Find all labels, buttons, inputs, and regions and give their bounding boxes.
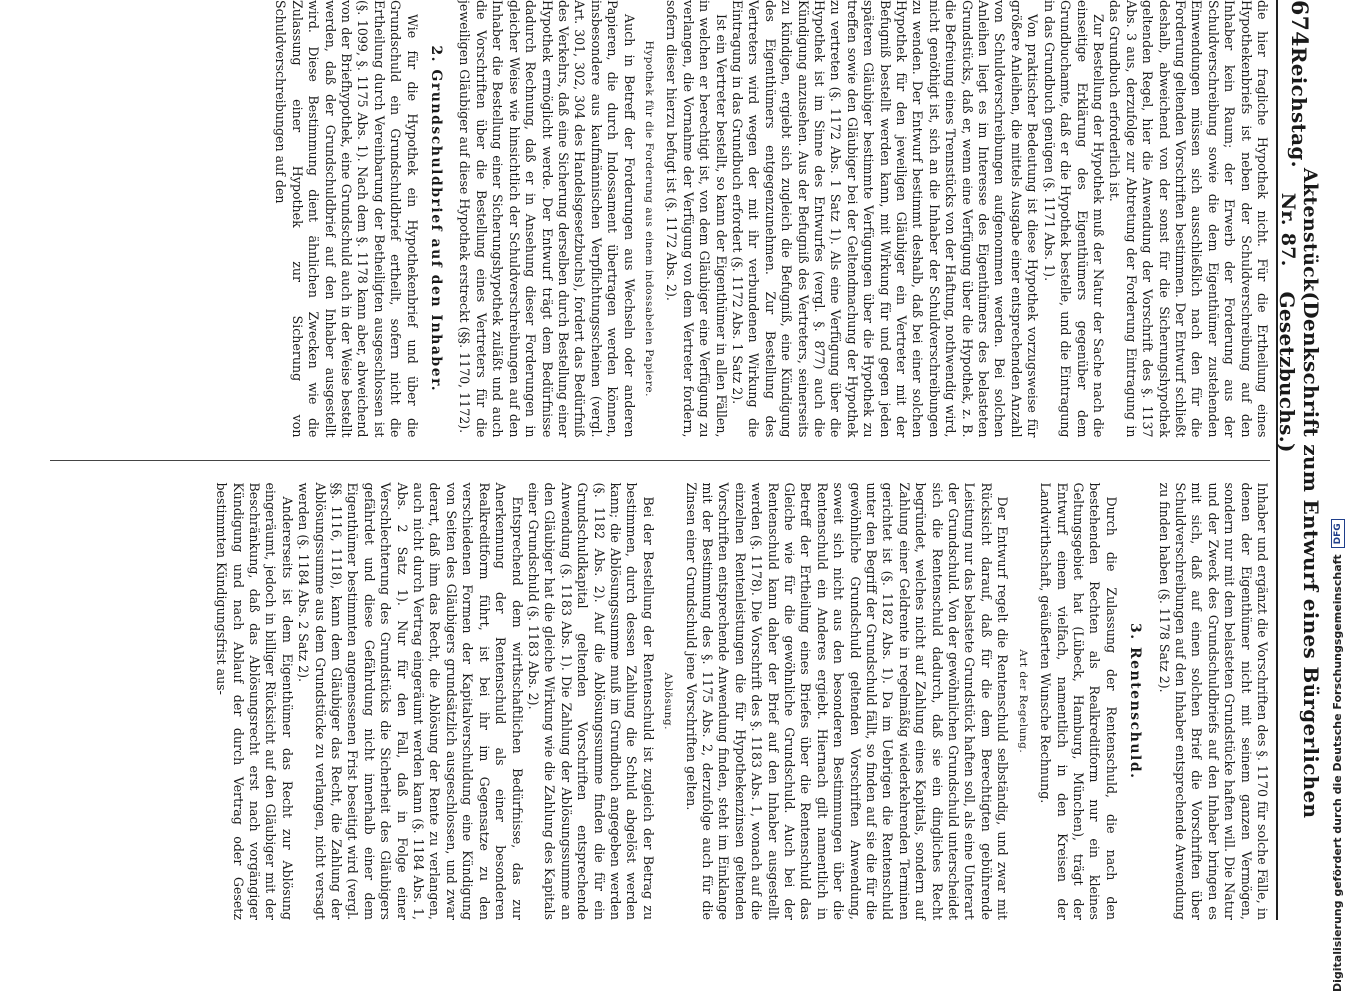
credit-text: Digitalisierung gefördert durch die Deutsche Forschungsgemeinschaft	[1331, 554, 1344, 992]
column-left	[50, 0, 1270, 438]
paragraph: Zur Bestellung der Hypothek muß der Natur der Sache nach die einseitige Erklärung des Eigenthümers gegenüber dem Grundbuchamte, daß er die Hypothek bestelle, und die Eintragung in das Grundbuch genügen (§. 1171 Abs. 1).	[1041, 0, 1106, 438]
paragraph: Von praktischer Bedeutung ist diese Hypothek vorzugsweise für größere Anleihen, die mittels Ausgabe einer entsprechenden Anzahl von Schuldverschreibungen aufgenommen werden. Bei solchen Anleihen liegt es im Interesse des Eigenthümers des belasteten Grundstücks, daß er, wenn eine Verfügung über die Hypothek, z. B. die Befreiung eines Trennstücks von der Haftung, nothwendig wird, nicht genöthigt ist, sich an die Inhaber der Schuldverschreibungen zu wenden. Der Entwurf bestimmt deshalb, daß bei einer solchen Hypothek für den jeweiligen Gläubiger ein Vertreter mit der Befugniß bestellt werden kann, mit Wirkung für und gegen jeden späteren Gläubiger bestimmte Verfügungen über die Hypothek zu treffen sowie den Gläubiger bei der Geltendmachung der Hypothek zu vertreten (§. 1172 Abs. 1 Satz 1). Als eine Verfügung über die Hypothek ist im Sinne des Entwurfes (vergl. §. 877) auch die Kündigung anzusehen. Aus der Befugniß des Vertreters, seinerseits zu kündigen, ergiebt sich zugleich die Befugniß, eine Kündigung des Eigenthümers entgegenzunehmen. Zur Bestellung des Vertreters wird wegen der mit ihr verbundenen Wirkung die Eintragung in das Grundbuch erfordert (§. 1172 Abs. 1 Satz 2).	[730, 0, 1041, 438]
rotated-page	[40, 0, 1323, 920]
paragraph: Inhaber und ergänzt die Vorschriften des §. 1170 für solche Fälle, in denen der Eigenthümer nicht mit seinem ganzen Vermögen, sondern nur mit dem belasteten Grundstücke haften will. Die Natur und der Zweck des Grundschuldbriefs auf den Inhaber bringen es mit sich, daß auf einen solchen Brief die Vorschriften über Schuldverschreibungen auf den Inhaber entsprechende Anwendung zu finden haben (§. 1178 Satz 2).	[1156, 482, 1270, 920]
column-divider	[50, 460, 1270, 461]
header-title: Aktenstück Nr. 87.	[1277, 167, 1321, 292]
paragraph: Durch die Zulassung der Rentenschuld, die nach den bestehenden Rechten als Realkreditform nur ein kleines Geltungsgebiet hat (Lübeck, Hamburg, München), trägt der Entwurf einem vielfach, namentlich in den Kreisen der Landwirthschaft, geäußerten Wunsche Rechnung.	[1038, 482, 1119, 920]
paragraph: die hier fragliche Hypothek nicht. Für die Ertheilung eines Hypothekenbriefs ist neben der Schuldverschreibung auf den Inhaber kein Raum; der Erwerb der Forderung aus der Schuldverschreibung sowie die dem Eigenthümer zustehenden Einwendungen müssen sich ausschließlich nach den für die Forderung geltenden Vorschriften bestimmen. Der Entwurf schließt deshalb, abweichend von der sonst für die Sicherungshypothek geltenden Regel, hier die Anwendung der Vorschrift des §. 1137 Abs. 3 aus, derzufolge zur Abtretung der Forderung Eintragung in das Grundbuch erforderlich ist.	[1107, 0, 1270, 438]
column-right	[50, 483, 1270, 921]
paragraph: Entsprechend dem wirthschaftlichen Bedürfnisse, das zur Anerkennung der Rentenschuld als einer besonderen Realkreditform führt, ist bei ihr im Gegensatze zu den verschiedenen Formen der Kapitalverschuldung eine Kündigung von Seiten des Gläubigers grundsätzlich ausgeschlossen, und zwar derart, daß ihm das Recht, die Ablösung der Rente zu verlangen, auch nicht durch Vertrag eingeräumt werden kann (§. 1184 Abs. 1, Abs. 2 Satz 1). Nur für den Fall, daß in Folge einer Verschlechterung des Grundstücks die Sicherheit des Gläubigers gefährdet und diese Gefährdung nicht innerhalb einer dem Eigenthümer bestimmten angemessenen Frist beseitigt wird (vergl. §§. 1116, 1118), kann dem Gläubiger das Recht, die Zahlung der Ablösungssumme aus dem Grundstücke zu verlangen, nicht versagt werden (§. 1184 Abs. 2 Satz 2).	[296, 482, 525, 920]
section-heading: 2. Grundschuldbrief auf den Inhaber.	[428, 45, 445, 393]
paragraph: Der Entwurf regelt die Rentenschuld selbständig, und zwar mit Rücksicht darauf, daß für die dem Berechtigten gebührende Leistung nur das belastete Grundstück haften soll, als eine Unterart der Grundschuld. Von der gewöhnlichen Grundschuld unterscheidet sich die Rentenschuld dadurch, daß sie ein dingliches Recht begründet, welches nicht auf Zahlung eines Kapitals, sondern auf Zahlung einer Geldrente in regelmäßig wiederkehrenden Terminen gerichtet ist (§. 1182 Abs. 1). Da im Uebrigen die Rentenschuld unter den Begriff der Grundschuld fällt, so finden auf sie die für die gewöhnliche Grundschuld geltenden Vorschriften Anwendung, soweit sich nicht aus den besonderen Bestimmungen über die Rentenschuld ein Anderes ergiebt. Hiernach gilt namentlich in Betreff der Ertheilung eines Briefes über die Rentenschuld das Gleiche wie für die gewöhnliche Grundschuld. Auch bei der Rentenschuld kann daher der Brief auf den Inhaber ausgestellt werden (§. 1178). Die Vorschrift des §. 1183 Abs. 1, wonach auf die einzelnen Rentenleistungen die für Hypothekenzinsen geltenden Vorschriften entsprechende Anwendung finden, steht im Einklange mit der Bestimmung des §. 1175 Abs. 2, derzufolge auch für die Zinsen einer Grundschuld jene Vorschriften gelten.	[683, 482, 1011, 920]
subheading: Hypothek für die Forderung aus einem indossabelen Papiere.	[642, 40, 655, 397]
section-heading: 3. Rentenschuld.	[1127, 622, 1144, 780]
dfg-logo: DFG	[1331, 519, 1345, 548]
header-left: Reichstag.	[1287, 46, 1311, 168]
page-number: 674	[1286, 0, 1312, 47]
scanned-page-wrapper	[40, 0, 1323, 920]
digitization-credit	[1329, 8, 1347, 992]
paragraph: Ist ein Vertreter bestellt, so kann der Eigenthümer in allen Fällen, in welchen er berechtigt ist, von dem Gläubiger eine Verfügung zu verlangen, die Vornahme der Verfügung von dem Vertreter fordern, sofern dieser hierzu befugt ist (§. 1172 Abs. 2).	[664, 0, 729, 438]
paragraph: Auch in Betreff der Forderungen aus Wechseln oder anderen Papieren, die durch Indossament übertragen werden können, insbesondere aus kaufmännischen Verpflichtungsscheinen (vergl. Art. 301, 302, 304 des Handelsgesetzbuchs), fordert das Bedürfniß des Verkehrs, daß eine Sicherung derselben durch Bestellung einer Hypothek ermöglicht werde. Der Entwurf trägt dem Bedürfnisse dadurch Rechnung, daß er in Ansehung dieser Forderungen in gleicher Weise wie hinsichtlich der Schuldverschreibungen auf den Inhaber die Bestellung einer Sicherungshypothek zuläßt und auch die Vorschriften über die Bestellung eines Vertreters für die jeweiligen Gläubiger auf diese Hypothek erstreckt (§§. 1170, 1172).	[457, 0, 637, 438]
subheading: Ablösung.	[662, 672, 675, 730]
paragraph: Andererseits ist dem Eigenthümer das Recht zur Ablösung eingeräumt, jedoch in billiger Rücksicht auf den Gläubiger mit der Beschränkung, daß das Ablösungsrecht erst nach vorgängiger Kündigung und nach Ablauf der durch Vertrag oder Gesetz bestimmten Kündigungsfrist aus-	[214, 482, 295, 920]
paragraph: Bei der Bestellung der Rentenschuld ist zugleich der Betrag zu bestimmen, durch dessen Zahlung die Schuld abgelöst werden kann; die Ablösungssumme muß im Grundbuch angegeben werden (§. 1182 Abs. 2). Auf die Ablösungssumme finden die für ein Grundschuldkapital geltenden Vorschriften entsprechende Anwendung (§. 1183 Abs. 1). Die Zahlung der Ablösungssumme an den Gläubiger hat die gleiche Wirkung wie die Zahlung des Kapitals einer Grundschuld (§. 1183 Abs. 2).	[525, 482, 656, 920]
subheading: Art der Regelung.	[1016, 649, 1029, 754]
text-columns	[50, 0, 1270, 920]
page-header	[1275, 0, 1323, 920]
header-right: (Denkschrift zum Entwurf eines Bürgerlichen Gesetzbuchs.)	[1275, 291, 1323, 819]
paragraph: Wie für die Hypothek ein Hypothekenbrief und über die Grundschuld ein Grundschuldbrief ertheilt, sofern nicht die Ertheilung durch Vereinbarung der Betheiligten ausgeschlossen ist (§. 1099, §. 1175 Abs. 1). Nach dem §. 1178 kann aber, abweichend von der Briefhypothek, eine Grundschuld auch in der Weise bestellt werden, daß der Grundschuldbrief auf den Inhaber ausgestellt wird. Diese Bestimmung dient ähnlichen Zwecken wie die Zulassung einer Hypothek zur Sicherung von Schuldverschreibungen auf den	[273, 0, 420, 438]
